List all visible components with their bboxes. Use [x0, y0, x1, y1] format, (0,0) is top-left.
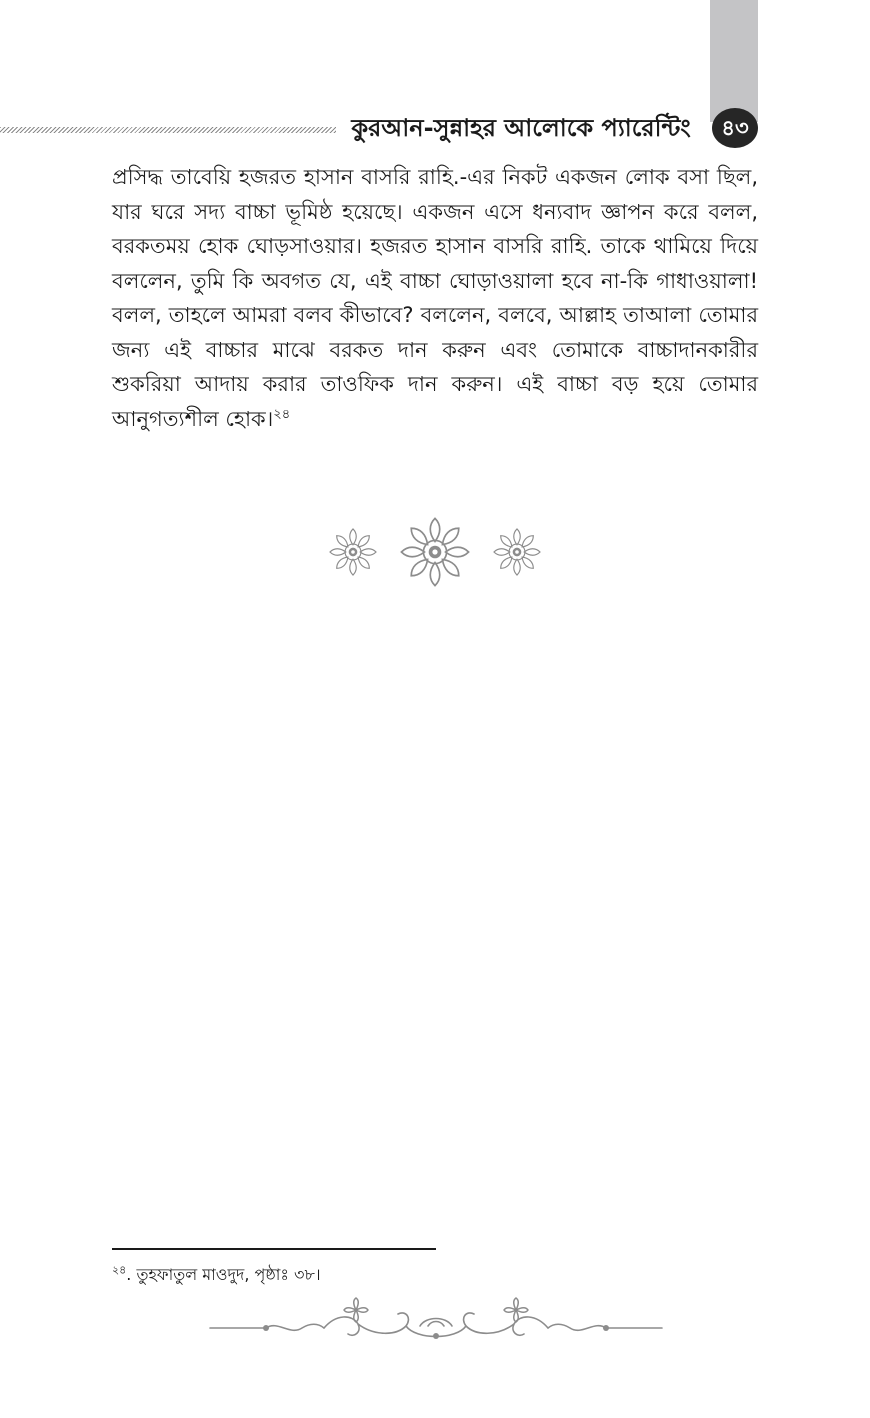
footnote — [112, 1263, 758, 1287]
body-paragraph — [112, 160, 758, 436]
running-title: কুরআন-সুন্নাহর আলোকে প্যারেন্টিং — [351, 114, 691, 142]
header-rule — [0, 127, 336, 133]
flower-ornament-right — [494, 529, 540, 575]
footnote-text: . তুহফাতুল মাওদুদ, পৃষ্ঠাঃ ৩৮। — [126, 1265, 321, 1284]
footer-ornament — [206, 1296, 666, 1352]
paragraph-text: প্রসিদ্ধ তাবেয়ি হজরত হাসান বাসরি রাহি.-এর নিকট একজন লোক বসা ছিল, যার ঘরে সদ্য বাচ্চা ভূমিষ্ঠ হয়েছে। একজন এসে ধন্যবাদ জ্ঞাপন করে বলল, বরকতময় হোক ঘোড়সাওয়ার। হজরত হাসান বাসরি রাহি. তাকে থামিয়ে দিয়ে বললেন, তুমি কি অবগত যে, এই বাচ্চা ঘোড়াওয়ালা হবে না-কি গাধাওয়ালা! বলল, তাহলে আমরা বলব কীভাবে? বললেন, বলবে, আল্লাহ তাআলা তোমার জন্য এই বাচ্চার মাঝে বরকত দান করুন এবং তোমাকে বাচ্চাদানকারীর শুকরিয়া আদায় করার তাওফিক দান করুন। এই বাচ্চা বড় হয়ে তোমার আনুগত্যশীল হোক। — [112, 165, 758, 431]
flower-ornament-center — [401, 518, 468, 585]
footnote-rule — [112, 1248, 436, 1250]
chapter-tab — [710, 0, 758, 122]
page-number-badge: ৪৩ — [712, 108, 758, 148]
flower-ornament-left — [330, 529, 376, 575]
section-divider-ornament — [320, 508, 550, 598]
footnote-marker: ২৪ — [112, 1263, 127, 1277]
footnote-reference: ২৪ — [273, 406, 291, 422]
